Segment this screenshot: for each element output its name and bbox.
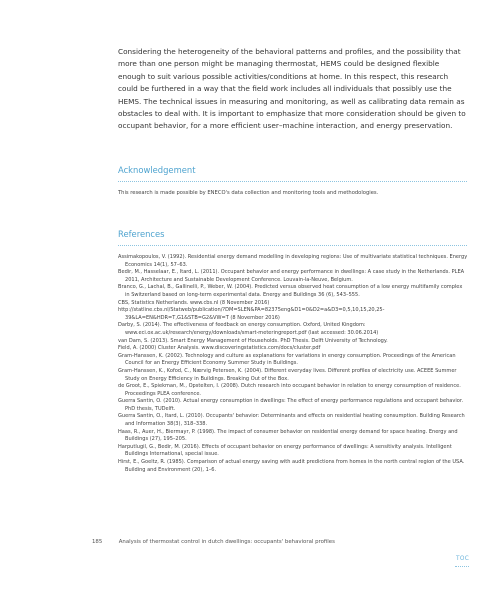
reference-item: Harputlugil, G., Bedir, M. (2016). Effects of occupant behavior on energy performance of dwellings: A sensitivity analysis. Intelligent Buildings International, special issue. bbox=[118, 443, 452, 458]
acknowledgement-divider bbox=[118, 181, 467, 182]
reference-item: Guerra Santin, O. (2010). Actual energy consumption in dwellings: The effect of energy performance regulations and occupant behavior. PhD thesis, TUDelft. bbox=[118, 398, 464, 412]
reference-item: Field, A. (2000) Cluster Analysis. www.discoveringstatistics.com/docs/cluster.pdf bbox=[118, 345, 321, 352]
reference-item: Hirst, E., Goeltz, R. (1985). Comparison of actual energy saving with audit predictions from homes in the north central region of the USA. Building and Environment (20), 1–6. bbox=[118, 459, 465, 473]
reference-item: Gram-Hanssen, K., Kofod, C., Nærvig Petersen, K. (2004). Different everyday lives. Different profiles of electricity use. ACEEE Summer Study on Energy Efficiency in Buildings. Breaking Out of the Box. bbox=[118, 367, 457, 382]
intro-paragraph: Considering the heterogeneity of the behavioral patterns and profiles, and the possibility that more than one person might be managing thermostat, HEMS could be designed flexible enough to suit various possible activities/conditions at home. In this respect, this research could be furthered in a way that the field work includes all individuals that possibly use the HEMS. The technical issues in measuring and monitoring, as well as calibrating data remain as obstacles to deal with. It is important to emphasize that more consideration should be given to occupant behavior, for a more efficient user–machine interaction, and energy preservation. bbox=[118, 47, 466, 131]
reference-item: Assimakopoulos, V. (1992). Residential energy demand modelling in developing regions: Use of multivariate statistical techniques. Energy Economics 14(1), 57–63. bbox=[118, 254, 468, 268]
acknowledgement-text: This research is made possible by ENECO's data collection and monitoring tools and methodologies. bbox=[118, 190, 379, 196]
references-divider bbox=[118, 245, 467, 246]
page-footer bbox=[92, 539, 335, 545]
intro-text bbox=[118, 46, 468, 133]
reference-item: van Dam, S. (2013). Smart Energy Management of Households. PhD Thesis. Delft University of Technology. bbox=[118, 337, 388, 344]
acknowledgement-heading: Acknowledgement bbox=[118, 165, 196, 175]
reference-item: Darby, S. (2014). The effectiveness of feedback on energy consumption. Oxford, United Kingdom: www.eci.ox.ac.uk/research/energy/downloads/smart-meteringreport.pdf (last accessed: 30.06.2014) bbox=[118, 322, 379, 336]
toc-divider bbox=[455, 566, 469, 567]
toc-link[interactable]: TOC bbox=[456, 556, 470, 562]
reference-item: Guerra Santin, O., Itard, L. (2010). Occupants' behavior: Determinants and effects on residential heating consumption. Building Research and Information 38(3), 318–338. bbox=[118, 413, 465, 428]
reference-item: CBS, Statistics Netherlands. www.cbs.nl (8 November 2016) bbox=[118, 299, 270, 306]
references-list bbox=[118, 254, 468, 474]
reference-item: http://statline.cbs.nl/Statweb/publication/?DM=SLEN&PA=82375eng&D1=0&D2=a&D3=0,5,10,15,20,25-39&LA=EN&HDR=T,G1&STB=G2&VW=T (8 November 2016) bbox=[118, 307, 385, 321]
page-number: 185 bbox=[92, 539, 103, 545]
reference-item: Branco, G., Lachal, B., Gallinelli, P., Weber, W. (2004). Predicted versus observed heat consumption of a low energy multifamily complex in Switzerland based on long-term experimental data. Energy and Buildings 36 (6), 543–555. bbox=[118, 284, 463, 298]
references-heading: References bbox=[118, 229, 165, 239]
reference-item: de Groot, E., Spiekman, M., Opstelten, I. (2008). Dutch research into occupant behavior in relation to energy consumption of residence. Proceedings PLEA conference. bbox=[118, 383, 461, 397]
reference-item: Gram-Hanssen, K. (2002). Technology and culture as explanations for variations in energy consumption. Proceedings of the American Council for an Energy Efficient Economy Summer Study in Buildings. bbox=[118, 352, 456, 367]
running-title: Analysis of thermostat control in dutch dwellings: occupants' behavioral profiles bbox=[118, 539, 335, 545]
reference-item: Haas, R., Auer, H., Biermayr, P. (1998). The impact of consumer behavior on residential energy demand for space heating. Energy and Buildings (27), 195–205. bbox=[118, 428, 458, 443]
reference-item: Bedir, M., Hasselaar, E., Itard, L. (2011). Occupant behavior and energy performance in dwellings: A case study in the Netherlands. PLEA 2011, Architecture and Sustainable Development Conference. Louvain-la-Neuve, Belgium. bbox=[118, 269, 465, 283]
